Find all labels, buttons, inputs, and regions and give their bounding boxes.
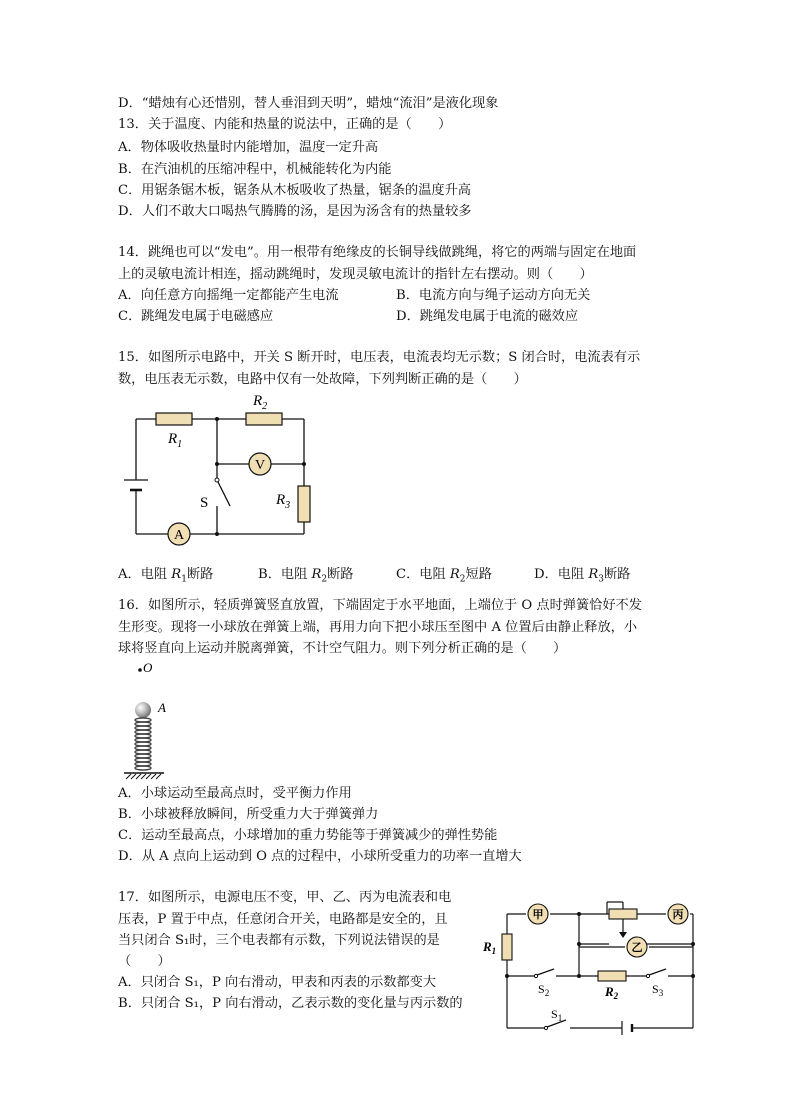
q16-point-o <box>138 668 142 672</box>
q15-resistor-r1 <box>156 413 192 425</box>
q15-option-d: D．电阻 $R_3$断路 <box>534 567 631 585</box>
q15-resistor-r2 <box>246 413 282 425</box>
q15-r3-label: $R_3$ <box>276 492 291 511</box>
q17-option-b: B．只闭合 S₁，P 向右滑动，乙表示数的变化量与丙示数的 <box>118 996 463 1011</box>
q16-stem-line-1: 16．如图所示，轻质弹簧竖直放置，下端固定于水平地面，上端位于 O 点时弹簧恰好不发 <box>118 598 642 613</box>
q17-meter-bing-label: 丙 <box>672 909 684 921</box>
q12-option-d: D．“蜡烛有心还惜别，替人垂泪到天明”，蜡烛“流泪”是液化现象 <box>118 96 499 111</box>
q16-option-b: B．小球被释放瞬间，所受重力大于弹簧弹力 <box>118 807 379 822</box>
q15-option-a: A．电阻 $R_1$断路 <box>118 567 214 585</box>
q17-s3-label: $S_3$ <box>652 982 664 998</box>
q16-option-c: C．运动至最高点，小球增加的重力势能等于弹簧减少的弹性势能 <box>118 828 498 843</box>
q14-option-b: B．电流方向与绳子运动方向无关 <box>396 288 591 303</box>
q15-stem-line-1: 15．如图所示电路中，开关 S 断开时，电压表，电流表均无示数；S 闭合时，电流表有示 <box>118 350 641 365</box>
q16-stem-line-3: 球将竖直向上运动并脱离弹簧，不计空气阻力。则下列分析正确的是（ ） <box>118 641 567 656</box>
q17-circuit-diagram <box>480 892 710 1037</box>
q17-rheostat <box>609 909 637 919</box>
q15-circuit-diagram <box>122 386 322 556</box>
q15-voltmeter-label: V <box>254 458 266 473</box>
q17-resistor-r1 <box>502 934 512 960</box>
q15-r1-label: $R_1$ <box>168 431 183 450</box>
q17-r1-label: $R_1$ <box>483 939 497 956</box>
q17-meter-jia-label: 甲 <box>532 909 544 921</box>
q17-switch-s3 <box>649 969 666 975</box>
q16-point-o-label: O <box>143 660 153 675</box>
q13-stem: 13．关于温度、内能和热量的说法中，正确的是（ ） <box>118 117 452 132</box>
q17-option-a: A．只闭合 S₁，P 向右滑动，甲表和丙表的示数都变大 <box>118 975 437 990</box>
q17-s1-label: $S_1$ <box>551 1007 563 1023</box>
q16-spring-diagram <box>118 656 198 781</box>
q17-switch-s2 <box>537 969 554 975</box>
q15-r2-label: $R_2$ <box>253 393 268 412</box>
q15-switch <box>218 482 230 506</box>
q17-s2-label: $S_2$ <box>538 982 550 998</box>
q17-stem-line-2: 压表，P 置于中点，任意闭合开关，电路都是安全的，且 <box>118 912 448 927</box>
q17-stem-line-3: 当只闭合 S₁时，三个电表都有示数，下列说法错误的是 <box>118 933 440 948</box>
q13-option-b: B．在汽油机的压缩冲程中，机械能转化为内能 <box>118 162 392 177</box>
q14-stem-line-2: 上的灵敏电流计相连，摇动跳绳时，发现灵敏电流计的指针左右摆动。则（ ） <box>118 267 593 282</box>
q17-stem-line-4: （ ） <box>118 954 171 969</box>
q13-option-c: C．用锯条锯木板，锯条从木板吸收了热量，锯条的温度升高 <box>118 183 471 198</box>
q16-point-a-label: A <box>158 700 166 715</box>
q15-ammeter-label: A <box>173 528 185 543</box>
q14-option-d: D．跳绳发电属于电流的磁效应 <box>396 309 579 324</box>
q15-resistor-r3 <box>298 486 310 522</box>
q16-option-a: A．小球运动至最高点时，受平衡力作用 <box>118 786 352 801</box>
q16-stem-line-2: 生形变。现将一小球放在弹簧上端，再用力向下把小球压至图中 A 位置后由静止释放，小 <box>118 620 638 635</box>
q14-option-c: C．跳绳发电属于电磁感应 <box>118 309 274 324</box>
q17-resistor-r2 <box>598 971 626 981</box>
q14-option-a: A．向任意方向摇绳一定都能产生电流 <box>118 288 339 303</box>
q16-ball <box>135 702 151 718</box>
q15-option-b: B．电阻 $R_2$断路 <box>258 567 354 585</box>
q17-r2-label: $R_2$ <box>605 984 619 1001</box>
q13-option-d: D．人们不敢大口喝热气腾腾的汤，是因为汤含有的热量较多 <box>118 204 472 219</box>
q13-option-a: A．物体吸收热量时内能增加，温度一定升高 <box>118 140 379 155</box>
q16-option-d: D．从 A 点向上运动到 O 点的过程中，小球所受重力的功率一直增大 <box>118 849 522 864</box>
q14-stem-line-1: 14．跳绳也可以“发电”。用一根带有绝缘皮的长铜导线做跳绳，将它的两端与固定在地面 <box>118 245 637 260</box>
q16-ground <box>124 773 164 779</box>
q16-spring <box>135 718 151 770</box>
q17-meter-yi-label: 乙 <box>631 942 643 954</box>
q15-option-c: C．电阻 $R_2$短路 <box>396 567 492 585</box>
q15-switch-label: S <box>200 495 209 511</box>
q15-stem-line-2: 数，电压表无示数，电路中仅有一处故障，下列判断正确的是（ ） <box>118 372 527 387</box>
q17-switch-s1 <box>547 1020 566 1027</box>
q17-stem-line-1: 17．如图所示，电源电压不变，甲、乙、丙为电流表和电 <box>118 890 452 905</box>
